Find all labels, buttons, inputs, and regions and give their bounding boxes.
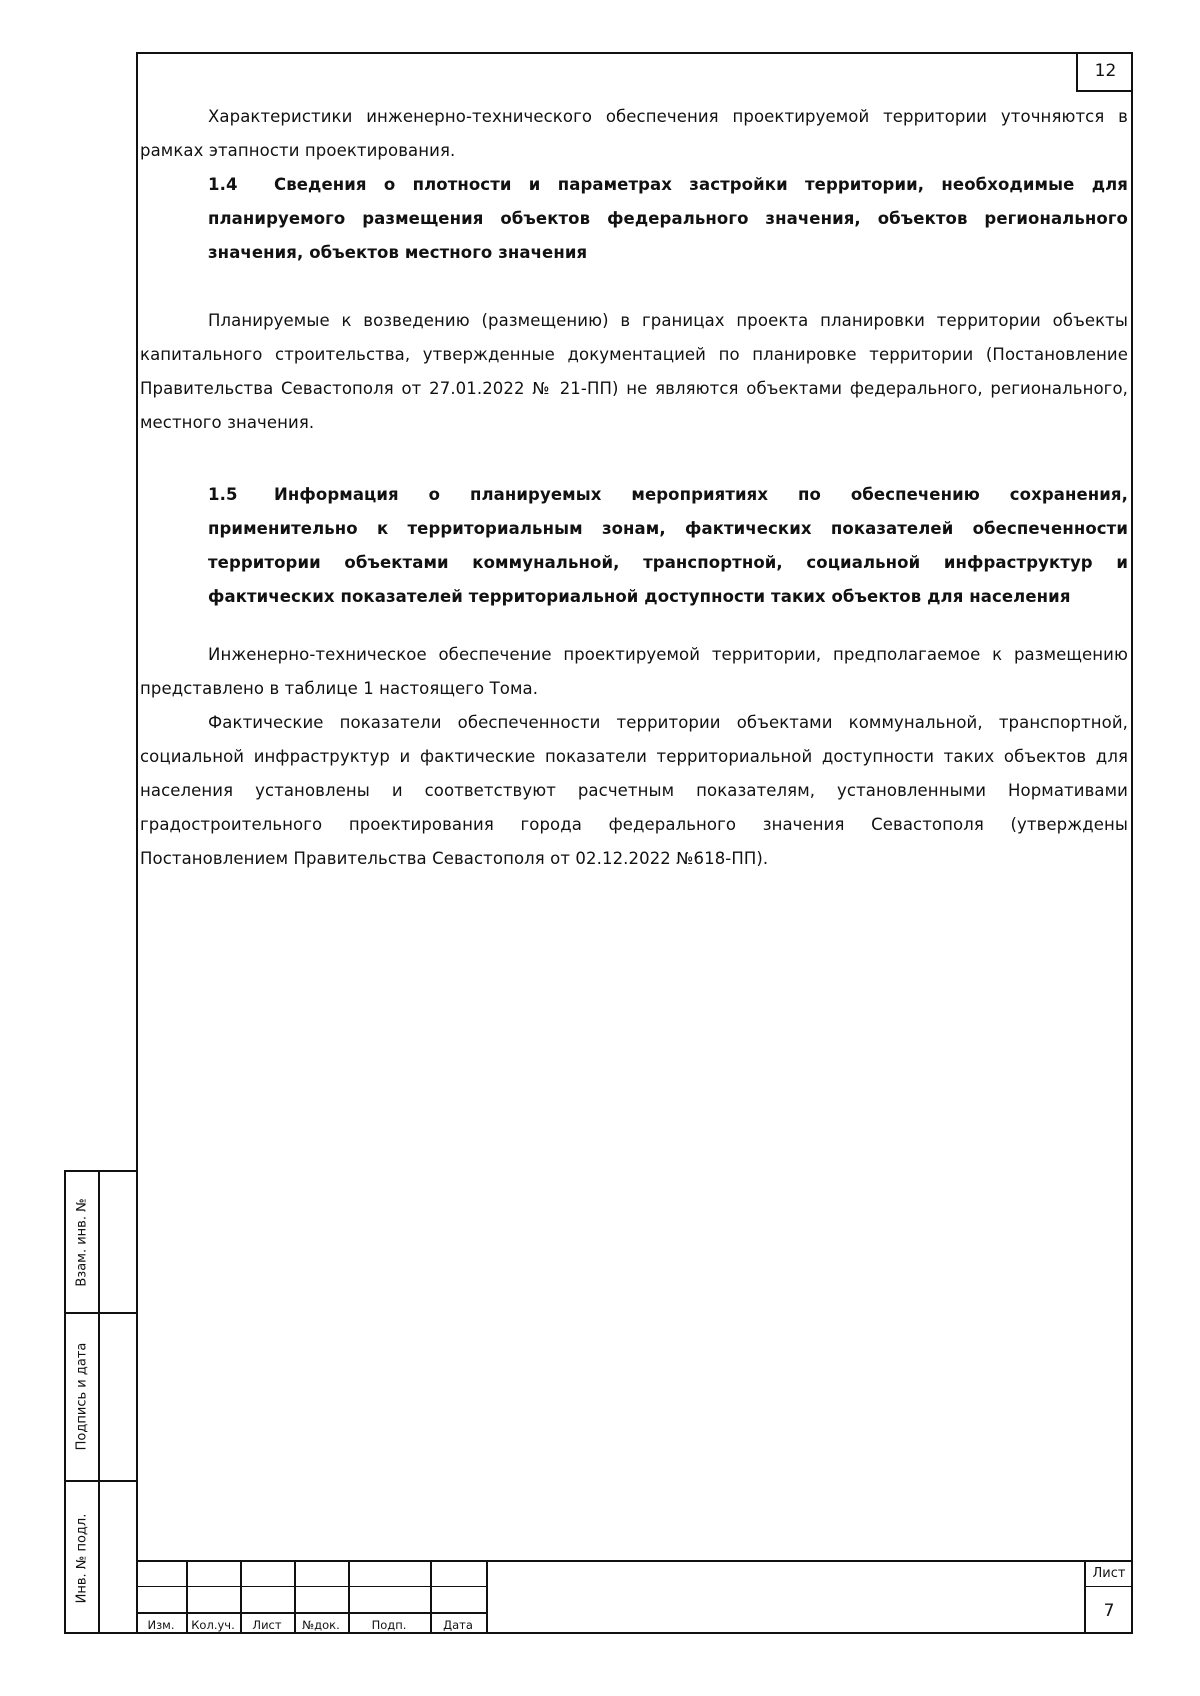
side-stamp-strip — [64, 1170, 136, 1634]
section-number: 1.5 — [208, 485, 238, 504]
document-body — [140, 100, 1128, 876]
spacer — [140, 440, 1128, 478]
section-title: Информация о планируемых мероприятиях по обеспечению сохранения, применительно к территориальным зонам, фактических показателей обеспеченности территории объектами коммунальной, транспортной, социальной инфраструктур и фактических показателей территориальной доступности таких объектов для населения — [208, 485, 1128, 606]
col-podp: Подп. — [371, 1618, 407, 1632]
sheet-label: Лист — [1092, 1566, 1126, 1581]
paragraph-engineering-note: Характеристики инженерно-технического обеспечения проектируемой территории уточняются в рамках этапности проектирования. — [140, 107, 1128, 160]
col-izm: Изм. — [147, 1618, 175, 1632]
table-line — [136, 1586, 486, 1587]
col-koluch: Кол.уч. — [191, 1618, 235, 1632]
paragraph-planned-objects: Планируемые к возведению (размещению) в границах проекта планировки территории объекты капитального строительства, утвержденные документацией по планировке территории (Постановление Правительства Севастополя от 27.01.2022 № 21-ПП) не являются объектами федерального, регионального, местного значения. — [140, 311, 1128, 432]
section-title: Сведения о плотности и параметрах застройки территории, необходимые для планируемого размещения объектов федерального значения, объектов регионального значения, объектов местного значения — [208, 175, 1128, 262]
top-page-number: 12 — [1076, 52, 1133, 92]
section-heading-1-5 — [140, 478, 1128, 614]
spacer — [140, 614, 1128, 638]
spacer — [140, 270, 1128, 304]
side-label-inv: Инв. № подл. — [74, 1513, 90, 1603]
col-ndok: №док. — [302, 1618, 340, 1632]
col-list: Лист — [252, 1618, 282, 1632]
side-label-vzam: Взам. инв. № — [74, 1197, 90, 1287]
sheet-number: 7 — [1103, 1601, 1115, 1621]
section-number: 1.4 — [208, 175, 238, 194]
col-data: Дата — [443, 1618, 473, 1632]
paragraph-actual-indicators: Фактические показатели обеспеченности территории объектами коммунальной, транспортной, социальной инфраструктур и фактические показатели территориальной доступности таких объектов для населения установлены и соответствуют расчетным показателям, установленными Нормативами градостроительного проектирования города федерального значения Севастополя (утверждены Постановлением Правительства Севастополя от 02.12.2022 №618-ПП). — [140, 713, 1128, 868]
side-label-podpis: Подпись и дата — [74, 1342, 90, 1450]
title-block — [136, 1560, 1133, 1634]
table-line — [486, 1562, 488, 1634]
section-heading-1-4 — [140, 168, 1128, 270]
paragraph-engineering-provision: Инженерно-техническое обеспечение проектируемой территории, предполагаемое к размещению представлено в таблице 1 настоящего Тома. — [140, 645, 1128, 698]
